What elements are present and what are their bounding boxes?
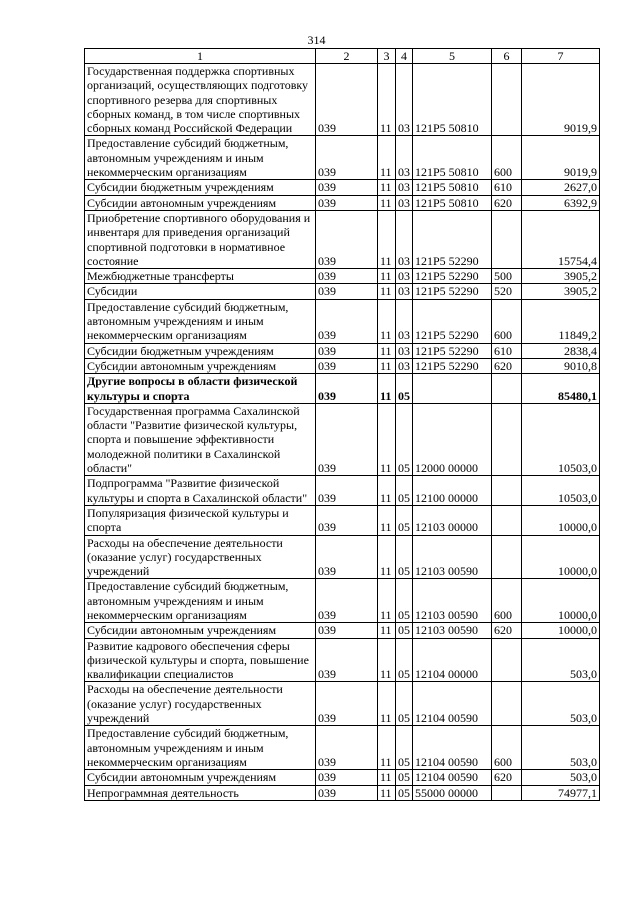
cell-name: Субсидии бюджетным учреждениям: [85, 180, 316, 195]
cell-target: 121P5 52290: [413, 343, 492, 358]
cell-name: Расходы на обеспечение деятельности (оказание услуг) государственных учреждений: [85, 535, 316, 579]
cell-subsection: 05: [396, 682, 413, 726]
cell-name: Субсидии: [85, 284, 316, 299]
cell-subsection: 05: [396, 638, 413, 682]
cell-name: Государственная поддержка спортивных организаций, осуществляющих подготовку спортивного резерва для спортивных сборных команд, в том числе спортивных сборных команд Российской Федерации: [85, 64, 316, 136]
cell-target: 121P5 50810: [413, 64, 492, 136]
table-row: [85, 505, 600, 535]
cell-code: 039: [316, 505, 378, 535]
table-row: [85, 403, 600, 475]
cell-subsection: 05: [396, 374, 413, 404]
cell-amount: 9019,9: [522, 136, 600, 180]
cell-type: [492, 476, 522, 506]
cell-subsection: 03: [396, 136, 413, 180]
cell-type: [492, 785, 522, 800]
cell-name: Предоставление субсидий бюджетным, автономным учреждениям и иным некоммерческим организациям: [85, 136, 316, 180]
cell-amount: 503,0: [522, 726, 600, 770]
header-cell-target: 5: [413, 49, 492, 64]
cell-subsection: 03: [396, 195, 413, 210]
table-body: [85, 64, 600, 801]
table-row: [85, 682, 600, 726]
cell-type: 620: [492, 770, 522, 785]
table-row: [85, 638, 600, 682]
cell-target: 121P5 52290: [413, 269, 492, 284]
cell-name: Субсидии автономным учреждениям: [85, 358, 316, 373]
table-row: [85, 770, 600, 785]
cell-amount: 3905,2: [522, 284, 600, 299]
table-row: [85, 726, 600, 770]
cell-subsection: 03: [396, 269, 413, 284]
table-row: [85, 535, 600, 579]
cell-target: 12103 00590: [413, 579, 492, 623]
cell-type: 610: [492, 180, 522, 195]
cell-code: 039: [316, 682, 378, 726]
cell-target: 12104 00590: [413, 770, 492, 785]
cell-section: 11: [378, 269, 396, 284]
cell-amount: 15754,4: [522, 210, 600, 268]
cell-section: 11: [378, 535, 396, 579]
cell-code: 039: [316, 343, 378, 358]
cell-target: 121P5 50810: [413, 136, 492, 180]
cell-section: 11: [378, 476, 396, 506]
table-row: [85, 358, 600, 373]
cell-section: 11: [378, 180, 396, 195]
cell-code: 039: [316, 535, 378, 579]
cell-amount: 10000,0: [522, 535, 600, 579]
cell-amount: 10000,0: [522, 505, 600, 535]
header-cell-code: 2: [316, 49, 378, 64]
cell-type: [492, 682, 522, 726]
table-row: [85, 269, 600, 284]
cell-name: Субсидии бюджетным учреждениям: [85, 343, 316, 358]
cell-code: 039: [316, 210, 378, 268]
cell-target: 121P5 52290: [413, 284, 492, 299]
cell-section: 11: [378, 726, 396, 770]
table-row: [85, 180, 600, 195]
header-cell-section: 3: [378, 49, 396, 64]
table-row: [85, 299, 600, 343]
cell-type: 600: [492, 579, 522, 623]
cell-code: 039: [316, 785, 378, 800]
cell-amount: 10503,0: [522, 403, 600, 475]
cell-type: [492, 535, 522, 579]
cell-code: 039: [316, 374, 378, 404]
cell-subsection: 05: [396, 623, 413, 638]
header-cell-name: 1: [85, 49, 316, 64]
cell-type: [492, 638, 522, 682]
cell-name: Предоставление субсидий бюджетным, автономным учреждениям и иным некоммерческим организациям: [85, 579, 316, 623]
cell-target: 12104 00590: [413, 682, 492, 726]
table-row: [85, 374, 600, 404]
cell-amount: 74977,1: [522, 785, 600, 800]
cell-type: [492, 64, 522, 136]
cell-type: [492, 403, 522, 475]
cell-name: Расходы на обеспечение деятельности (оказание услуг) государственных учреждений: [85, 682, 316, 726]
cell-amount: 2838,4: [522, 343, 600, 358]
cell-subsection: 05: [396, 505, 413, 535]
cell-code: 039: [316, 284, 378, 299]
cell-target: 12103 00590: [413, 623, 492, 638]
cell-section: 11: [378, 505, 396, 535]
page-number: 314: [307, 33, 326, 47]
cell-target: 12103 00000: [413, 505, 492, 535]
cell-code: 039: [316, 358, 378, 373]
cell-target: 12103 00590: [413, 535, 492, 579]
cell-amount: 85480,1: [522, 374, 600, 404]
cell-type: 600: [492, 136, 522, 180]
cell-type: 600: [492, 299, 522, 343]
cell-amount: 503,0: [522, 638, 600, 682]
cell-code: 039: [316, 623, 378, 638]
cell-type: 620: [492, 358, 522, 373]
cell-code: 039: [316, 770, 378, 785]
table-row: [85, 785, 600, 800]
cell-code: 039: [316, 136, 378, 180]
cell-amount: 10503,0: [522, 476, 600, 506]
cell-type: 500: [492, 269, 522, 284]
cell-section: 11: [378, 638, 396, 682]
cell-subsection: 05: [396, 476, 413, 506]
cell-type: [492, 505, 522, 535]
cell-name: Предоставление субсидий бюджетным, автономным учреждениям и иным некоммерческим организациям: [85, 726, 316, 770]
cell-code: 039: [316, 726, 378, 770]
cell-name: Субсидии автономным учреждениям: [85, 623, 316, 638]
cell-name: Субсидии автономным учреждениям: [85, 195, 316, 210]
cell-section: 11: [378, 374, 396, 404]
cell-code: 039: [316, 195, 378, 210]
cell-amount: 6392,9: [522, 195, 600, 210]
cell-target: 12104 00000: [413, 638, 492, 682]
cell-code: 039: [316, 64, 378, 136]
cell-section: 11: [378, 299, 396, 343]
table-row: [85, 136, 600, 180]
cell-code: 039: [316, 299, 378, 343]
cell-section: 11: [378, 195, 396, 210]
cell-section: 11: [378, 623, 396, 638]
cell-section: 11: [378, 682, 396, 726]
table-row: [85, 343, 600, 358]
cell-subsection: 03: [396, 180, 413, 195]
table-row: [85, 579, 600, 623]
cell-subsection: 05: [396, 579, 413, 623]
cell-target: 12000 00000: [413, 403, 492, 475]
table-row: [85, 284, 600, 299]
cell-name: Подпрограмма "Развитие физической культуры и спорта в Сахалинской области": [85, 476, 316, 506]
cell-amount: 3905,2: [522, 269, 600, 284]
cell-type: 600: [492, 726, 522, 770]
cell-amount: 9019,9: [522, 64, 600, 136]
cell-section: 11: [378, 403, 396, 475]
cell-subsection: 05: [396, 785, 413, 800]
budget-table: [84, 48, 600, 801]
cell-amount: 2627,0: [522, 180, 600, 195]
cell-amount: 10000,0: [522, 579, 600, 623]
cell-section: 11: [378, 770, 396, 785]
cell-amount: 503,0: [522, 770, 600, 785]
cell-type: [492, 210, 522, 268]
cell-name: Межбюджетные трансферты: [85, 269, 316, 284]
table-row: [85, 476, 600, 506]
cell-subsection: 05: [396, 403, 413, 475]
cell-type: 610: [492, 343, 522, 358]
cell-section: 11: [378, 579, 396, 623]
cell-code: 039: [316, 180, 378, 195]
cell-target: 121P5 52290: [413, 358, 492, 373]
cell-section: 11: [378, 284, 396, 299]
table-row: [85, 195, 600, 210]
cell-target: 121P5 52290: [413, 210, 492, 268]
header-cell-type: 6: [492, 49, 522, 64]
cell-subsection: 03: [396, 210, 413, 268]
cell-amount: 10000,0: [522, 623, 600, 638]
cell-target: 121P5 52290: [413, 299, 492, 343]
cell-amount: 9010,8: [522, 358, 600, 373]
cell-amount: 11849,2: [522, 299, 600, 343]
cell-subsection: 05: [396, 535, 413, 579]
cell-type: 620: [492, 623, 522, 638]
cell-name: Субсидии автономным учреждениям: [85, 770, 316, 785]
cell-section: 11: [378, 136, 396, 180]
cell-target: 121P5 50810: [413, 195, 492, 210]
cell-code: 039: [316, 403, 378, 475]
cell-name: Предоставление субсидий бюджетным, автономным учреждениям и иным некоммерческим организациям: [85, 299, 316, 343]
header-cell-amount: 7: [522, 49, 600, 64]
cell-section: 11: [378, 210, 396, 268]
cell-section: 11: [378, 358, 396, 373]
cell-code: 039: [316, 579, 378, 623]
cell-name: Развитие кадрового обеспечения сферы физической культуры и спорта, повышение квалификации специалистов: [85, 638, 316, 682]
cell-amount: 503,0: [522, 682, 600, 726]
cell-type: [492, 374, 522, 404]
cell-subsection: 03: [396, 64, 413, 136]
cell-type: 520: [492, 284, 522, 299]
cell-subsection: 03: [396, 358, 413, 373]
header-cell-subsection: 4: [396, 49, 413, 64]
cell-name: Приобретение спортивного оборудования и инвентаря для приведения организаций спортивной подготовки в нормативное состояние: [85, 210, 316, 268]
cell-target: 12104 00590: [413, 726, 492, 770]
table-row: [85, 623, 600, 638]
cell-section: 11: [378, 64, 396, 136]
header-row: [85, 49, 600, 64]
table-row: [85, 210, 600, 268]
cell-target: 121P5 50810: [413, 180, 492, 195]
table-row: [85, 64, 600, 136]
cell-subsection: 05: [396, 770, 413, 785]
cell-name: Государственная программа Сахалинской области "Развитие физической культуры, спорта и повышение эффективности молодежной политики в Сахалинской области": [85, 403, 316, 475]
cell-target: 12100 00000: [413, 476, 492, 506]
cell-subsection: 03: [396, 284, 413, 299]
cell-subsection: 03: [396, 299, 413, 343]
cell-code: 039: [316, 638, 378, 682]
cell-name: Другие вопросы в области физической культуры и спорта: [85, 374, 316, 404]
cell-target: 55000 00000: [413, 785, 492, 800]
cell-subsection: 05: [396, 726, 413, 770]
cell-code: 039: [316, 269, 378, 284]
cell-section: 11: [378, 343, 396, 358]
cell-name: Популяризация физической культуры и спорта: [85, 505, 316, 535]
cell-subsection: 03: [396, 343, 413, 358]
cell-code: 039: [316, 476, 378, 506]
cell-section: 11: [378, 785, 396, 800]
cell-type: 620: [492, 195, 522, 210]
cell-target: [413, 374, 492, 404]
cell-name: Непрограммная деятельность: [85, 785, 316, 800]
